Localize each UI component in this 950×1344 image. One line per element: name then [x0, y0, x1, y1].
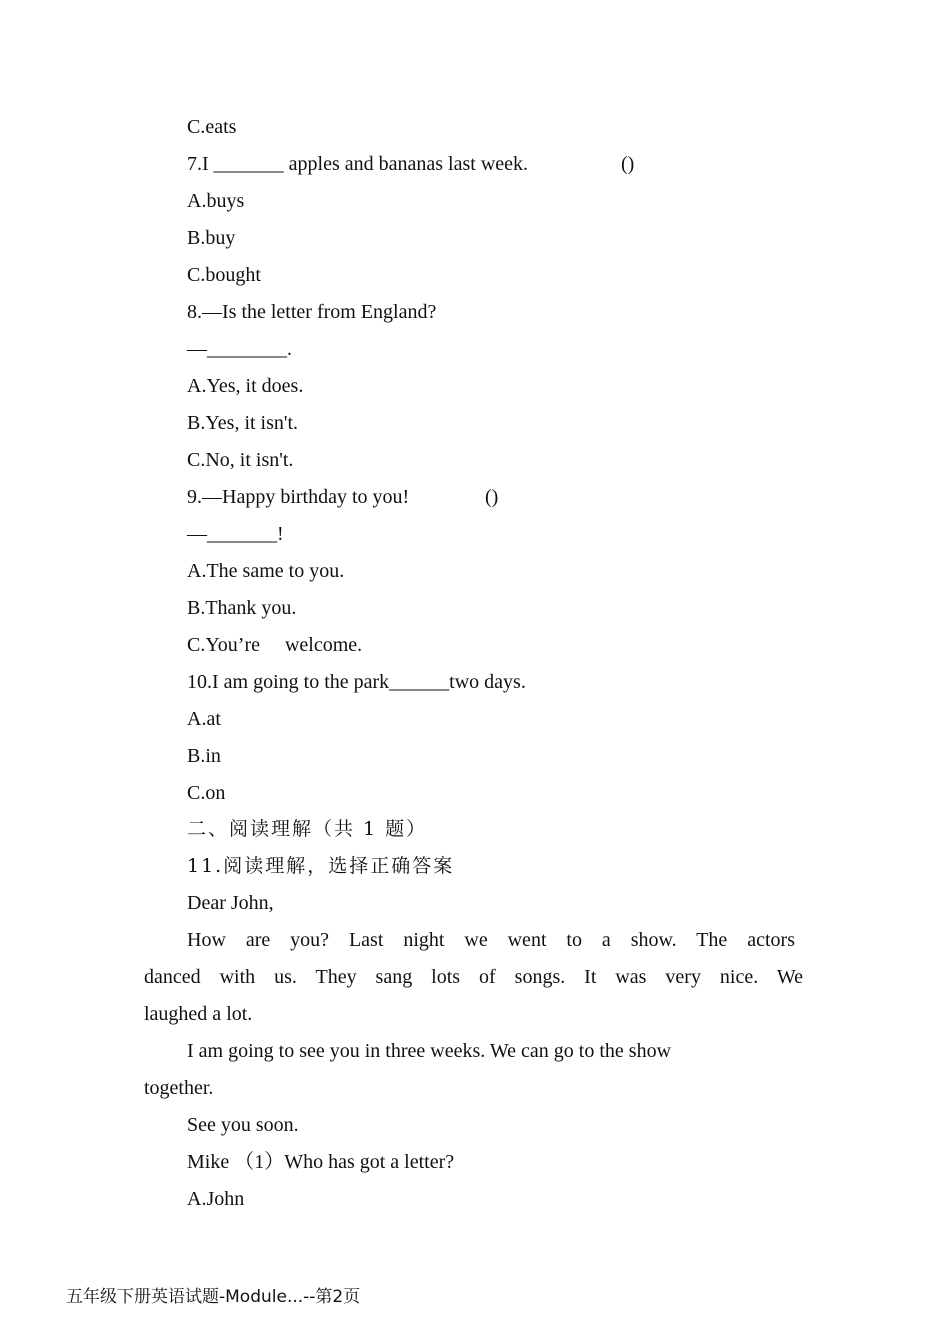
question-8-response: —________. [187, 338, 292, 360]
option-b-q8: B.Yes, it isn't. [187, 412, 299, 434]
option-a-sub1: A.John [187, 1188, 245, 1210]
question-10: 10.I am going to the park______two days. [187, 671, 526, 693]
answer-paren-q9: () [485, 486, 499, 508]
option-a-q10: A.at [187, 708, 221, 730]
question-9-response: —_______! [187, 523, 284, 545]
option-b-q7: B.buy [187, 227, 236, 249]
letter-line-1: How are you? Last night we went to a show. The actors [187, 929, 795, 951]
option-a-q7: A.buys [187, 190, 245, 212]
option-b-q10: B.in [187, 745, 221, 767]
question-7: 7.I _______ apples and bananas last week. [187, 153, 529, 175]
letter-line-4: I am going to see you in three weeks. We can go to the show [187, 1040, 672, 1062]
option-c-q7: C.bought [187, 264, 261, 286]
option-c-q10: C.on [187, 782, 226, 804]
option-b-q9: B.Thank you. [187, 597, 297, 619]
option-c-q6: C.eats [187, 116, 237, 138]
letter-signature-and-subquestion: Mike （1）Who has got a letter? [187, 1151, 455, 1173]
option-a-q9: A.The same to you. [187, 560, 345, 582]
option-c-q9: C.You’re welcome. [187, 634, 363, 656]
letter-closing: See you soon. [187, 1114, 299, 1136]
page-footer: 五年级下册英语试题-Module...--第2页 [66, 1287, 361, 1307]
question-8: 8.—Is the letter from England? [187, 301, 437, 323]
option-a-q8: A.Yes, it does. [187, 375, 304, 397]
letter-line-3: laughed a lot. [144, 1003, 253, 1025]
section-heading: 二、阅读理解（共 1 题） [187, 818, 428, 840]
question-11: 11.阅读理解，选择正确答案 [187, 855, 455, 877]
option-c-q8: C.No, it isn't. [187, 449, 294, 471]
letter-line-2: danced with us. They sang lots of songs. It was very nice. We [144, 966, 803, 988]
answer-paren-q7: () [621, 153, 635, 175]
letter-line-5: together. [144, 1077, 214, 1099]
question-9: 9.—Happy birthday to you! [187, 486, 410, 508]
letter-greeting: Dear John, [187, 892, 274, 914]
